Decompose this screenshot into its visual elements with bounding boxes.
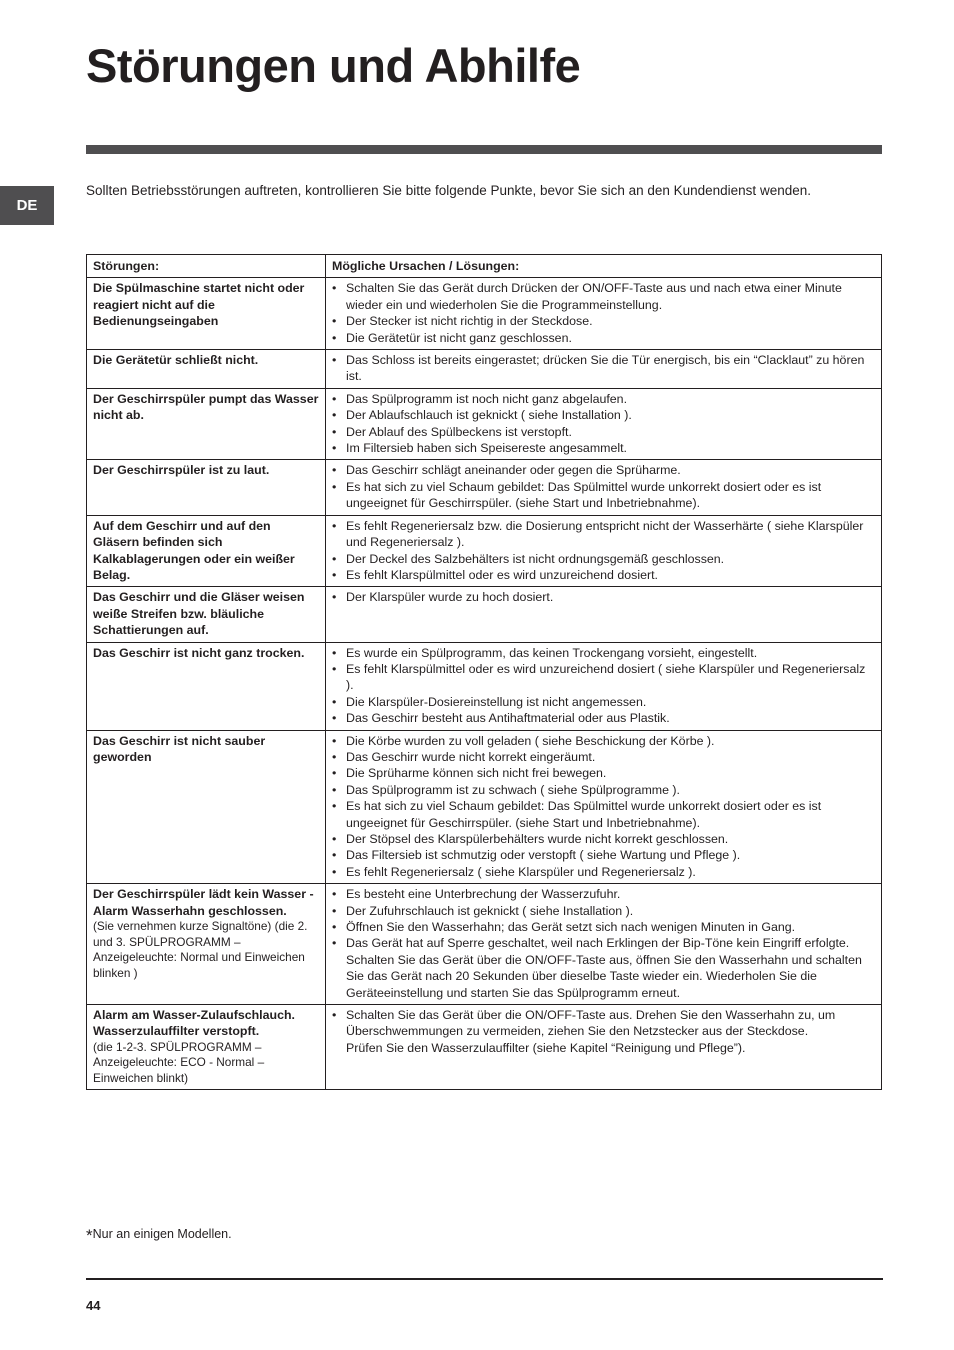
problem-cell: [87, 350, 326, 389]
solution-item: • Der Stöpsel des Klarspülerbehälters wurde nicht korrekt geschlossen.: [332, 831, 875, 847]
footnote-marker: *: [86, 1226, 93, 1245]
table-row: [87, 278, 882, 350]
page-number: 44: [86, 1298, 101, 1313]
page-title: Störungen und Abhilfe: [86, 39, 581, 92]
solution-item: • Das Geschirr wurde nicht korrekt eingeräumt.: [332, 749, 875, 765]
problem-title: Alarm am Wasser-Zulaufschlauch. Wasserzulauffilter verstopft.: [93, 1008, 295, 1039]
problem-cell: [87, 730, 326, 884]
solutions-cell: [326, 587, 882, 642]
solutions-list: [332, 391, 875, 457]
solution-item: • Es wurde ein Spülprogramm, das keinen Trockengang vorsieht, eingestellt.: [332, 645, 875, 661]
header-problems: Störungen:: [87, 255, 326, 278]
table-row: [87, 1005, 882, 1090]
problem-title: Der Geschirrspüler lädt kein Wasser - Alarm Wasserhahn geschlossen.: [93, 887, 314, 918]
solutions-cell: [326, 884, 882, 1005]
solution-item: • Das Spülprogramm ist zu schwach ( siehe Spülprogramme ).: [332, 782, 875, 798]
problem-cell: [87, 642, 326, 730]
solutions-cell: [326, 278, 882, 350]
table-row: [87, 460, 882, 515]
solution-item: • Es besteht eine Unterbrechung der Wasserzufuhr.: [332, 886, 875, 902]
table-header-row: [87, 255, 882, 278]
solutions-cell: [326, 460, 882, 515]
problem-cell: [87, 388, 326, 460]
solution-continuation: Prüfen Sie den Wasserzulauffilter (siehe Kapitel “Reinigung und Pflege”).: [346, 1040, 746, 1055]
solution-item: • Der Stecker ist nicht richtig in der Steckdose.: [332, 313, 875, 329]
solutions-cell: [326, 730, 882, 884]
solution-item: • Es fehlt Klarspülmittel oder es wird unzureichend dosiert.: [332, 567, 875, 583]
solution-item: • Das Spülprogramm ist noch nicht ganz abgelaufen.: [332, 391, 875, 407]
solution-item: • Der Ablaufschlauch ist geknickt ( siehe Installation ).: [332, 407, 875, 423]
solution-item: • Die Sprüharme können sich nicht frei bewegen.: [332, 765, 875, 781]
language-tab: DE: [0, 186, 54, 225]
solution-item: • Das Schloss ist bereits eingerastet; drücken Sie die Tür energisch, bis ein “Clacklaut” zu hören ist.: [332, 352, 875, 385]
problem-cell: [87, 1005, 326, 1090]
solutions-list: [332, 645, 875, 727]
solutions-list: [332, 518, 875, 584]
solution-item: • Der Deckel des Salzbehälters ist nicht ordnungsgemäß geschlossen.: [332, 551, 875, 567]
solutions-cell: [326, 350, 882, 389]
solutions-cell: [326, 388, 882, 460]
solutions-list: [332, 352, 875, 385]
problem-title: Die Gerätetür schließt nicht.: [93, 353, 259, 368]
table-row: [87, 884, 882, 1005]
solutions-list: [332, 589, 875, 605]
problem-cell: [87, 884, 326, 1005]
problem-title: Der Geschirrspüler pumpt das Wasser nicht ab.: [93, 391, 319, 423]
problem-cell: [87, 460, 326, 515]
problem-title: Das Geschirr ist nicht ganz trocken.: [93, 645, 305, 660]
solution-item: • Im Filtersieb haben sich Speisereste angesammelt.: [332, 440, 875, 456]
header-solutions: Mögliche Ursachen / Lösungen:: [326, 255, 882, 278]
table-body: [87, 278, 882, 1090]
solution-item: • Der Zufuhrschlauch ist geknickt ( siehe Installation ).: [332, 903, 875, 919]
solution-item: • Der Klarspüler wurde zu hoch dosiert.: [332, 589, 875, 605]
problem-title: Die Spülmaschine startet nicht oder reagiert nicht auf die Bedienungseingaben: [93, 281, 305, 329]
solution-item: • Das Filtersieb ist schmutzig oder verstopft ( siehe Wartung und Pflege ).: [332, 847, 875, 863]
solution-item: • Es fehlt Regeneriersalz ( siehe Klarspüler und Regeneriersalz ).: [332, 864, 875, 880]
troubleshooting-table: [86, 254, 882, 1090]
solution-item: • Der Ablauf des Spülbeckens ist verstopft.: [332, 424, 875, 440]
solution-item: • Es fehlt Klarspülmittel oder es wird unzureichend dosiert ( siehe Klarspüler und Regeneriersalz ).: [332, 661, 875, 694]
solution-item: • Das Gerät hat auf Sperre geschaltet, weil nach Erklingen der Bip-Töne kein Eingriff erfolgte. Schalten Sie das Gerät über die ON/OFF-Taste aus, öffnen Sie den Wasserhahn und schalten Sie das Gerät nach 20 Sekunden über dieselbe Taste wieder ein. Wiederholen Sie die Geräteeinstellung und starten Sie das Spülprogramm erneut.: [332, 935, 875, 1001]
solutions-list: [332, 886, 875, 1001]
solution-item: • Es hat sich zu viel Schaum gebildet: Das Spülmittel wurde unkorrekt dosiert oder es ist ungeeignet für Geschirrspüler. (siehe Start und Inbetriebnahme).: [332, 798, 875, 831]
solutions-list: [332, 1007, 875, 1056]
problem-cell: [87, 278, 326, 350]
intro-text: Sollten Betriebsstörungen auftreten, kontrollieren Sie bitte folgende Punkte, bevor Sie sich an den Kundendienst wenden.: [86, 183, 811, 198]
problem-title: Das Geschirr und die Gläser weisen weiße Streifen bzw. bläuliche Schattierungen auf.: [93, 590, 305, 638]
solutions-list: [332, 462, 875, 511]
solutions-cell: [326, 1005, 882, 1090]
problem-title: Der Geschirrspüler ist zu laut.: [93, 463, 270, 478]
solution-item: • Die Körbe wurden zu voll geladen ( siehe Beschickung der Körbe ).: [332, 733, 875, 749]
problem-note: (die 1-2-3. SPÜLPROGRAMM – Anzeigeleuchte: ECO - Normal – Einweichen blinkt): [93, 1039, 265, 1085]
solution-item: • Es fehlt Regeneriersalz bzw. die Dosierung entspricht nicht der Wasserhärte ( siehe Klarspüler und Regeneriersalz ).: [332, 518, 875, 551]
table-row: [87, 642, 882, 730]
solution-item: • Das Geschirr besteht aus Antihaftmaterial oder aus Plastik.: [332, 710, 875, 726]
solution-item: • Es hat sich zu viel Schaum gebildet: Das Spülmittel wurde unkorrekt dosiert oder es ist ungeeignet für Geschirrspüler. (siehe Start und Inbetriebnahme).: [332, 479, 875, 512]
header-divider: [86, 145, 882, 154]
solution-item: • Die Gerätetür ist nicht ganz geschlossen.: [332, 330, 875, 346]
table-row: [87, 730, 882, 884]
problem-cell: [87, 515, 326, 587]
solution-item: • Schalten Sie das Gerät durch Drücken der ON/OFF-Taste aus und nach etwa einer Minute wieder ein und wiederholen Sie die Programmeinstellung.: [332, 280, 875, 313]
solutions-list: [332, 280, 875, 346]
solutions-cell: [326, 642, 882, 730]
solutions-cell: [326, 515, 882, 587]
solution-item: • Die Klarspüler-Dosiereinstellung ist nicht angemessen.: [332, 694, 875, 710]
solution-item: • Das Geschirr schlägt aneinander oder gegen die Sprüharme.: [332, 462, 875, 478]
problem-note: (Sie vernehmen kurze Signaltöne) (die 2. und 3. SPÜLPROGRAMM –Anzeigeleuchte: Normal und Einweichen blinken ): [93, 919, 308, 980]
footer-divider: [86, 1278, 883, 1280]
table-row: [87, 350, 882, 389]
table-row: [87, 587, 882, 642]
problem-cell: [87, 587, 326, 642]
table-row: [87, 515, 882, 587]
problem-title: Das Geschirr ist nicht sauber geworden: [93, 733, 266, 764]
table-row: [87, 388, 882, 460]
solution-item: • Schalten Sie das Gerät über die ON/OFF-Taste aus. Drehen Sie den Wasserhahn zu, um Überschwemmungen zu vermeiden, ziehen Sie den Netzstecker aus der Steckdose.: [332, 1007, 875, 1040]
solution-item: • Öffnen Sie den Wasserhahn; das Gerät setzt sich nach wenigen Minuten in Gang.: [332, 919, 875, 935]
solutions-list: [332, 733, 875, 881]
footnote: [86, 1226, 232, 1246]
problem-title: Auf dem Geschirr und auf den Gläsern befinden sich Kalkablagerungen oder ein weißer Belag.: [93, 518, 295, 582]
footnote-text: Nur an einigen Modellen.: [92, 1227, 232, 1241]
